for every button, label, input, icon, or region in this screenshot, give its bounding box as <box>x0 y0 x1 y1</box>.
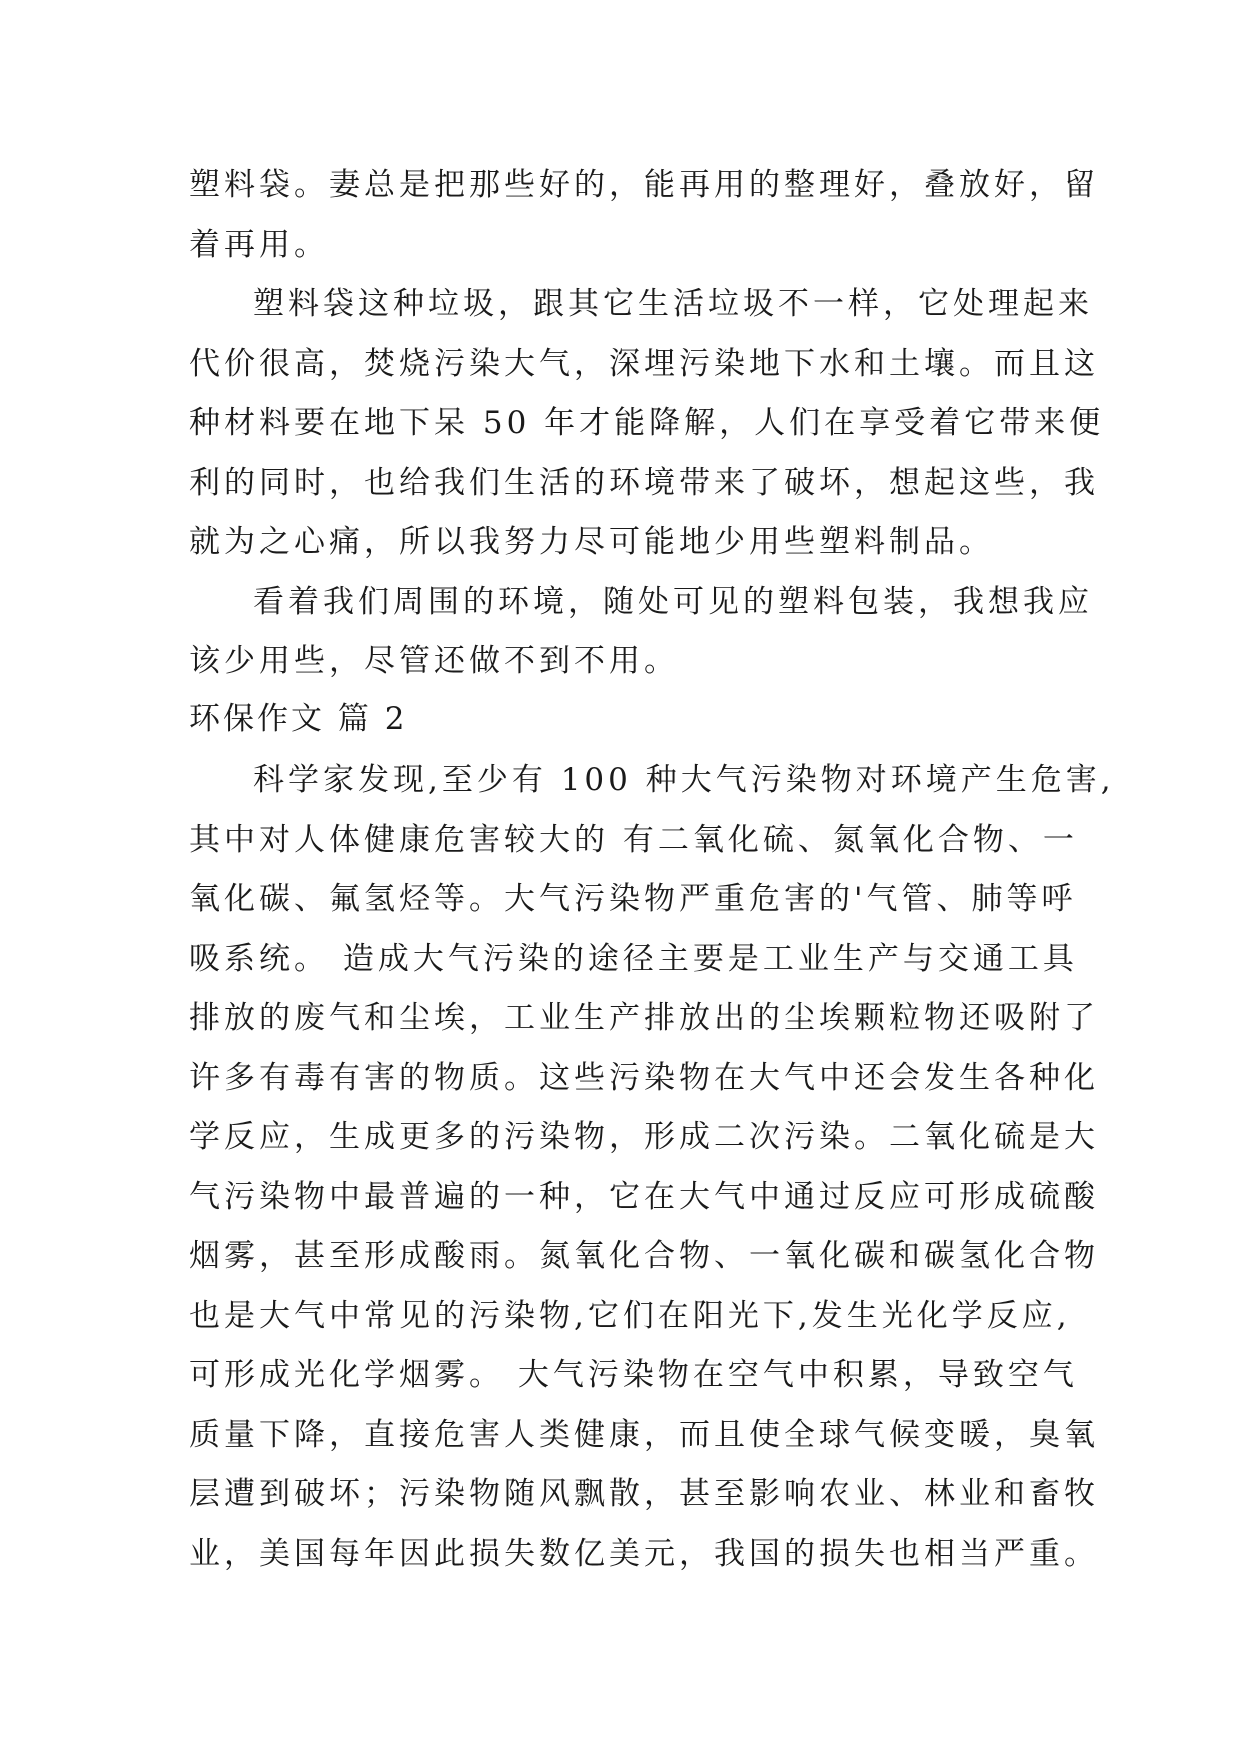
text-line: 其中对人体健康危害较大的 有二氧化硫、氮氧化合物、一 <box>189 822 1078 858</box>
paragraph-first-line: 看着我们周围的环境，随处可见的塑料包装，我想我应 <box>253 584 1093 620</box>
text-line: 塑料袋。妻总是把那些好的，能再用的整理好，叠放好，留 <box>189 167 1099 203</box>
text-line: 也是大气中常见的污染物,它们在阳光下,发生光化学反应, <box>189 1298 1071 1334</box>
text-line: 着再用。 <box>189 227 329 263</box>
paragraph-first-line: 科学家发现,至少有 100 种大气污染物对环境产生危害, <box>253 762 1115 798</box>
text-line: 排放的废气和尘埃，工业生产排放出的尘埃颗粒物还吸附了 <box>189 1000 1099 1036</box>
text-line: 烟雾，甚至形成酸雨。氮氧化合物、一氧化碳和碳氢化合物 <box>189 1238 1099 1274</box>
text-line: 利的同时，也给我们生活的环境带来了破坏，想起这些，我 <box>189 465 1099 501</box>
text-line: 该少用些，尽管还做不到不用。 <box>189 643 679 679</box>
text-line: 业，美国每年因此损失数亿美元，我国的损失也相当严重。 <box>189 1536 1099 1572</box>
text-line: 代价很高，焚烧污染大气，深埋污染地下水和土壤。而且这 <box>189 346 1099 382</box>
text-line: 学反应，生成更多的污染物，形成二次污染。二氧化硫是大 <box>189 1119 1099 1155</box>
text-line: 就为之心痛，所以我努力尽可能地少用些塑料制品。 <box>189 524 994 560</box>
text-line: 种材料要在地下呆 50 年才能降解，人们在享受着它带来便 <box>189 405 1105 441</box>
text-line: 氧化碳、氟氢烃等。大气污染物严重危害的'气管、肺等呼 <box>189 881 1077 917</box>
section-heading: 环保作文 篇 2 <box>189 701 408 737</box>
text-line: 吸系统。 造成大气污染的途径主要是工业生产与交通工具 <box>189 941 1078 977</box>
text-line: 气污染物中最普遍的一种，它在大气中通过反应可形成硫酸 <box>189 1179 1099 1215</box>
text-line: 许多有毒有害的物质。这些污染物在大气中还会发生各种化 <box>189 1060 1099 1096</box>
paragraph-first-line: 塑料袋这种垃圾，跟其它生活垃圾不一样，它处理起来 <box>253 286 1093 322</box>
text-line: 质量下降，直接危害人类健康，而且使全球气候变暖，臭氧 <box>189 1417 1099 1453</box>
text-line: 可形成光化学烟雾。 大气污染物在空气中积累，导致空气 <box>189 1357 1078 1393</box>
text-line: 层遭到破坏；污染物随风飘散，甚至影响农业、林业和畜牧 <box>189 1476 1099 1512</box>
